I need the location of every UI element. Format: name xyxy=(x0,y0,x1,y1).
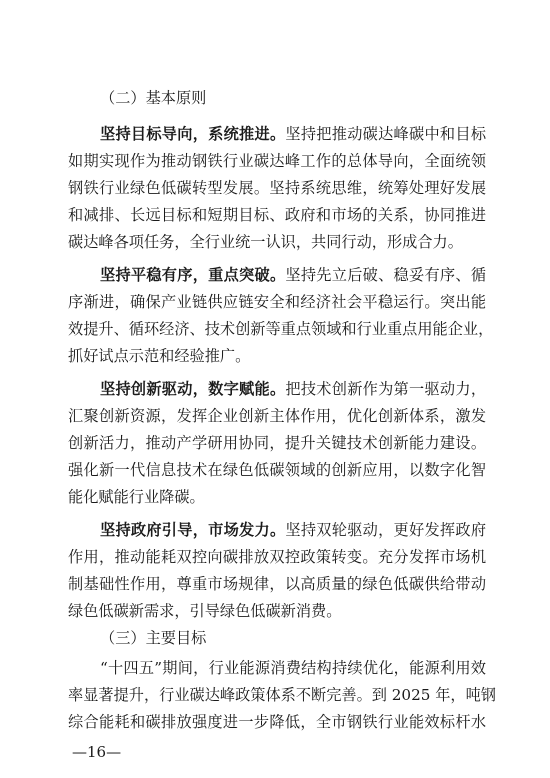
paragraph-steady-line-2: 序渐进，确保产业链供应链安全和经济社会平稳运行。突出能 xyxy=(68,293,486,311)
paragraph-government-line-2: 作用，推动能耗双控向碳排放双控政策转变。充分发挥市场机 xyxy=(68,548,486,566)
section-heading-basic-principles: （二）基本原则 xyxy=(100,89,207,107)
paragraph-innovation-line-2: 汇聚创新资源，发挥企业创新主体作用，优化创新体系，激发 xyxy=(68,407,486,425)
paragraph-innovation-line-4: 强化新一代信息技术在绿色低碳领域的创新应用，以数字化智 xyxy=(68,461,486,479)
paragraph-steady-line-3: 效提升、循环经济、技术创新等重点领域和行业重点用能企业， xyxy=(68,320,494,338)
paragraph-lead: 坚持平稳有序，重点突破。 xyxy=(100,266,286,284)
section-heading-main-targets: （三）主要目标 xyxy=(100,629,207,647)
text-run: 把技术创新作为第一驱动力， xyxy=(285,380,487,398)
paragraph-government-line-1 xyxy=(100,520,486,540)
page-number: —16— xyxy=(72,743,122,761)
paragraph-goal-oriented-line-2: 如期实现作为推动钢铁行业碳达峰工作的总体导向，全面统领 xyxy=(68,152,486,170)
paragraph-goal-oriented-line-1 xyxy=(100,124,486,144)
paragraph-innovation-line-5: 能化赋能行业降碳。 xyxy=(68,488,205,506)
paragraph-goal-oriented-line-3: 钢铁行业绿色低碳转型发展。坚持系统思维，统筹处理好发展 xyxy=(68,179,486,197)
paragraph-goal-oriented-line-5: 碳达峰各项任务，全行业统一认识，共同行动，形成合力。 xyxy=(68,233,463,251)
text-run: 坚持把推动碳达峰碳中和目标 xyxy=(285,125,487,143)
paragraph-targets-line-3: 综合能耗和碳排放强度进一步降低，全市钢铁行业能效标杆水 xyxy=(68,713,486,731)
paragraph-government-line-3: 制基础性作用，尊重市场规律，以高质量的绿色低碳供给带动 xyxy=(68,575,486,593)
paragraph-targets-line-1: “十四五”期间，行业能源消费结构持续优化，能源利用效 xyxy=(100,659,486,677)
paragraph-steady-line-4: 抓好试点示范和经验推广。 xyxy=(68,347,251,365)
paragraph-lead: 坚持创新驱动，数字赋能。 xyxy=(100,380,286,398)
paragraph-innovation-line-1 xyxy=(100,379,486,399)
paragraph-innovation-line-3: 创新活力，推动产学研用协同，提升关键技术创新能力建设。 xyxy=(68,434,486,452)
paragraph-lead: 坚持目标导向，系统推进。 xyxy=(100,125,286,143)
text-run: 坚持双轮驱动，更好发挥政府 xyxy=(285,521,487,539)
paragraph-goal-oriented-line-4: 和减排、长远目标和短期目标、政府和市场的关系，协同推进 xyxy=(68,206,486,224)
paragraph-lead: 坚持政府引导，市场发力。 xyxy=(100,521,286,539)
paragraph-government-line-4: 绿色低碳新需求，引导绿色低碳新消费。 xyxy=(68,602,342,620)
text-run: 坚持先立后破、稳妥有序、循 xyxy=(285,266,487,284)
paragraph-steady-line-1 xyxy=(100,265,486,285)
paragraph-targets-line-2: 率显著提升，行业碳达峰政策体系不断完善。到 2025 年，吨钢 xyxy=(68,686,496,704)
